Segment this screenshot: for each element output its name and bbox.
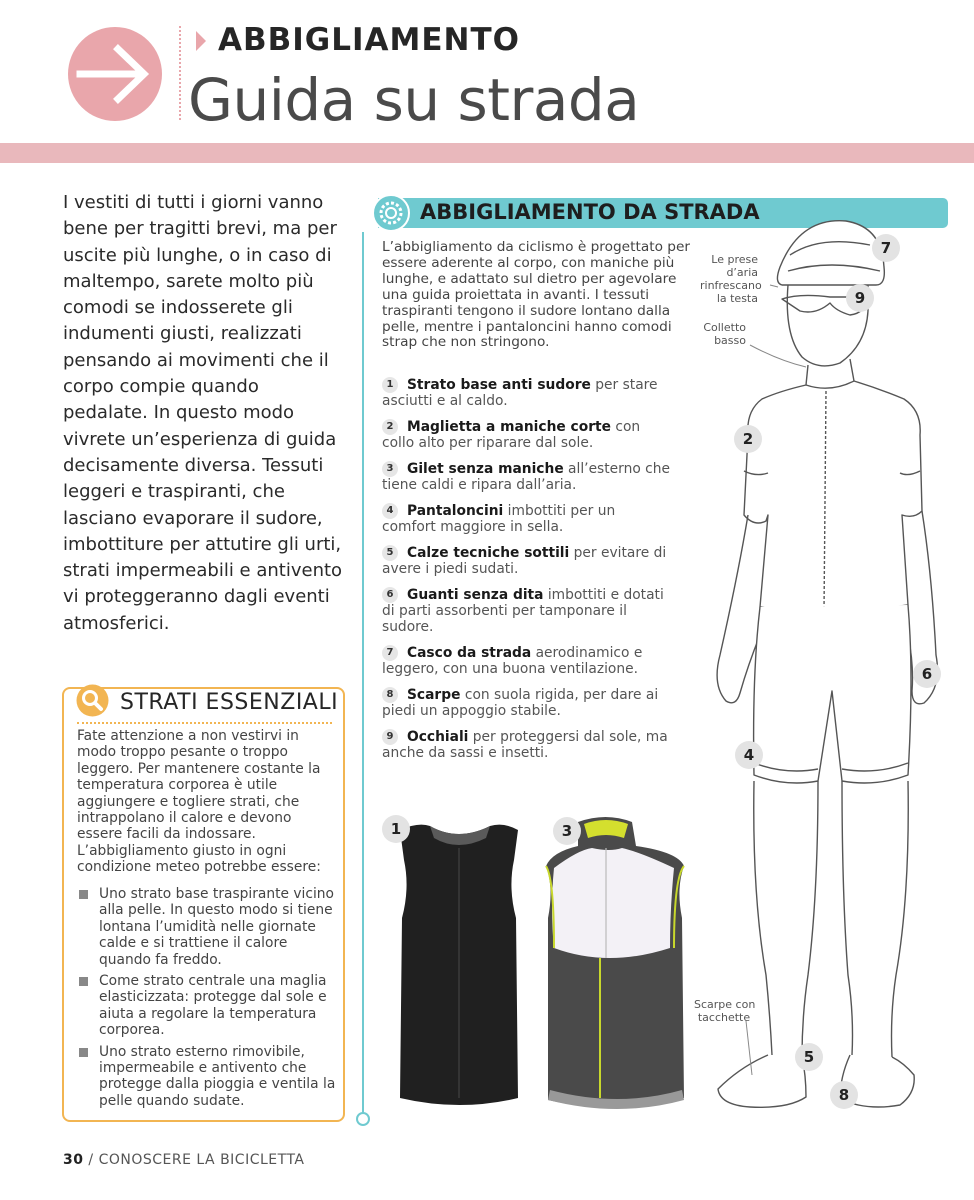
item-number: 6: [382, 587, 398, 603]
arrow-badge: [68, 27, 162, 121]
item-number: 4: [382, 503, 398, 519]
figure-number: 8: [830, 1081, 858, 1109]
footer-separator: /: [83, 1152, 99, 1168]
item-name: Calze tecniche sottili: [407, 545, 570, 561]
figure-number: 7: [872, 234, 900, 262]
magnifier-icon: [76, 684, 109, 717]
road-line-end: [356, 1112, 370, 1126]
section-kicker: ABBIGLIAMENTO: [218, 22, 520, 58]
list-item: [382, 587, 672, 636]
item-name: Casco da strada: [407, 645, 532, 662]
garments-illustration: [378, 808, 698, 1128]
item-number: 7: [382, 645, 398, 661]
list-item: [382, 545, 672, 577]
garment-illustrations: [378, 808, 698, 1132]
figure-number: 4: [735, 741, 763, 769]
item-name: Gilet senza maniche: [407, 461, 564, 477]
bullet-square-icon: [79, 890, 88, 899]
item-desc: aerodinamico e leggero, con una buona ventilazione.: [382, 645, 643, 678]
item-desc: imbottiti per un comfort maggiore in sella.: [382, 503, 616, 536]
road-title: ABBIGLIAMENTO DA STRADA: [420, 200, 760, 224]
list-item: [382, 503, 672, 535]
item-desc: imbottiti e dotati di parti assorbenti per tamponare il sudore.: [382, 587, 664, 636]
list-item: Uno strato esterno rimovibile, impermeabile e antivento che protegge dalla pioggia e ventila la pelle quando sudate.: [77, 1044, 339, 1110]
clothing-list: [382, 377, 672, 771]
figure-number: 5: [795, 1043, 823, 1071]
item-desc: con suola rigida, per dare ai piedi un appoggio stabile.: [382, 687, 659, 720]
item-desc: all’esterno che tiene caldi e ripara dall’aria.: [382, 461, 670, 494]
strati-list: [77, 886, 339, 1114]
base-layer-tank: [400, 825, 518, 1105]
strati-divider: [77, 722, 332, 724]
item-name: Strato base anti sudore: [407, 377, 591, 393]
list-item: Come strato centrale una maglia elasticizzata: protegge dal sole e aiuta a regolare la temperatura corporea.: [77, 973, 339, 1039]
item-number: 5: [382, 545, 398, 561]
header-band: [0, 143, 974, 163]
item-number: 8: [382, 687, 398, 703]
figure-number: 6: [913, 660, 941, 688]
list-item: [382, 419, 672, 451]
list-item: [382, 729, 672, 761]
item-name: Guanti senza dita: [407, 587, 544, 603]
bullet-square-icon: [79, 977, 88, 986]
item-name: Occhiali: [407, 729, 469, 746]
bullet-square-icon: [79, 1048, 88, 1057]
gear-icon: [372, 194, 410, 232]
list-item: [382, 645, 672, 677]
road-intro: L’abbigliamento da ciclismo è progettato per essere aderente al corpo, con maniche più lunghe, e adattato sul dietro per agevolare una guida proiettata in avanti. I tessuti traspiranti tengono il sudore lontano dalla pelle, mentre i pantaloncini hanno comodi strap che non stringono.: [382, 239, 691, 351]
item-desc: per proteggersi dal sole, ma anche da sassi e insetti.: [382, 729, 668, 762]
item-name: Pantaloncini: [407, 503, 504, 519]
item-desc: per stare asciutti e al caldo.: [382, 377, 658, 410]
list-item: [382, 687, 672, 719]
road-vertical-line: [362, 232, 364, 1116]
item-name: Scarpe: [407, 687, 461, 704]
callout-scarpe: Scarpe con tacchette: [694, 998, 756, 1024]
item-desc: per evitare di avere i piedi sudati.: [382, 545, 667, 578]
page-number: 30: [63, 1152, 84, 1168]
footer-section: CONOSCERE LA BICICLETTA: [98, 1152, 305, 1168]
list-item: [382, 377, 672, 409]
figure-number: 9: [846, 284, 874, 312]
callout-colletto: Colletto basso: [703, 321, 746, 347]
item-number: 1: [382, 377, 398, 393]
gilet-vest: [546, 817, 684, 1109]
intro-paragraph: I vestiti di tutti i giorni vanno bene per tragitti brevi, ma per uscite più lunghe, o in caso di maltempo, sarete molto più comodi se indosserete gli indumenti giusti, realizzati pensando ai movimenti che il corpo compie quando pedalate. In questo modo vivrete un’esperienza di guida decisamente diversa. Tessuti leggeri e traspiranti, che lasciano evaporare il sudore, imbottiture per attutire gli urti, strati impermeabili e antivento vi proteggeranno dagli eventi atmosferici.: [63, 192, 343, 634]
page-title: Guida su strada: [188, 66, 640, 134]
item-desc: con collo alto per riparare dal sole.: [382, 419, 641, 452]
garment-number: 1: [382, 815, 410, 843]
item-number: 3: [382, 461, 398, 477]
kicker-triangle-icon: [196, 31, 206, 51]
item-number: 9: [382, 729, 398, 745]
header-divider: [179, 26, 181, 120]
list-item: Uno strato base traspirante vicino alla pelle. In questo modo si tiene lontana l’umidità nelle giornate calde e si trattiene il calore quando fa freddo.: [77, 886, 339, 968]
page-footer: [63, 1152, 304, 1168]
strati-title: STRATI ESSENZIALI: [120, 690, 339, 715]
list-item: [382, 461, 672, 493]
garment-number: 3: [553, 817, 581, 845]
figure-number: 2: [734, 425, 762, 453]
callout-prese: Le prese d’aria rinfrescano la testa: [700, 253, 762, 305]
item-name: Maglietta a maniche corte: [407, 419, 611, 435]
strati-text: Fate attenzione a non vestirvi in modo troppo pesante o troppo leggero. Per mantenere costante la temperatura corporea è utile aggiungere e togliere strati, che intrappolano il calore e devono essere facili da indossare. L’abbigliamento giusto in ogni condizione meteo potrebbe essere:: [77, 728, 321, 876]
arrow-right-icon: [68, 27, 162, 121]
item-number: 2: [382, 419, 398, 435]
